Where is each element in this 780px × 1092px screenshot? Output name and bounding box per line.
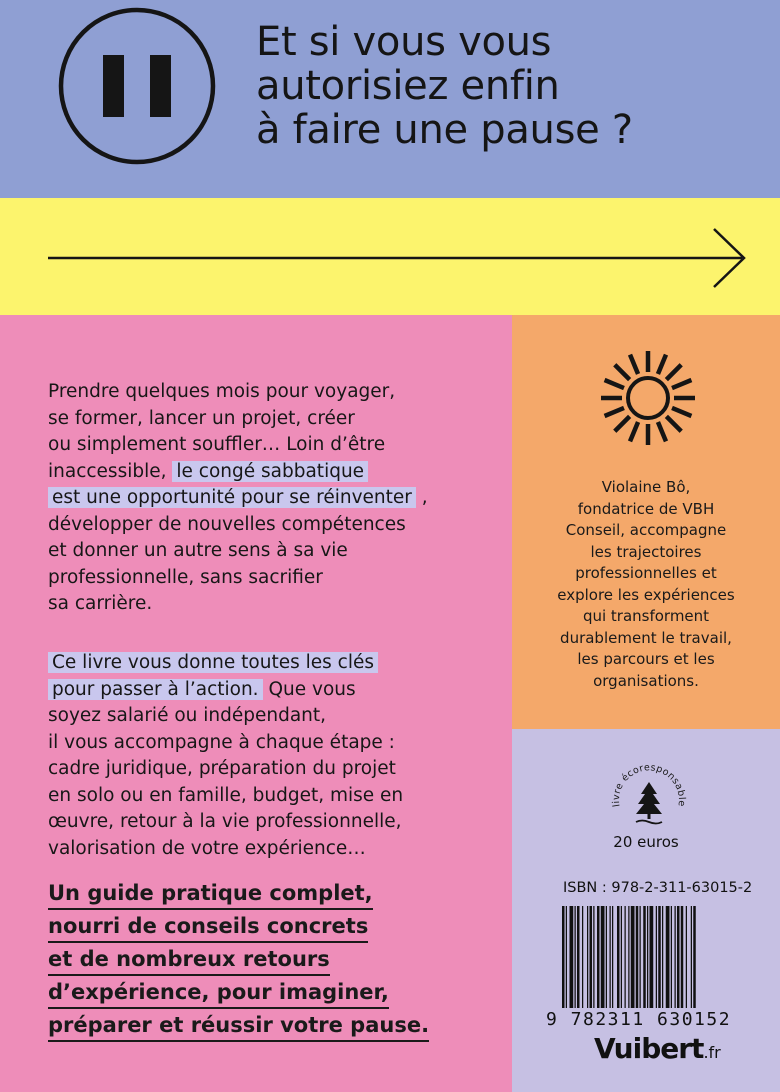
text-line: il vous accompagne à chaque étape : <box>48 731 395 753</box>
text-line <box>48 459 428 486</box>
bio-line: qui transforment <box>582 607 710 625</box>
isbn: ISBN : 978-2-311-63015-2 <box>563 880 753 896</box>
barcode-bar <box>625 906 626 1008</box>
barcode-bar <box>587 906 588 1008</box>
barcode-bar <box>606 906 607 1008</box>
bio-line: Violaine Bô, <box>601 478 691 496</box>
summary-line-text: Un guide pratique complet, <box>48 881 373 910</box>
barcode-bar <box>691 906 692 1008</box>
summary-line <box>48 1012 429 1045</box>
headline <box>256 20 633 152</box>
sun-ray <box>605 408 624 416</box>
tree-icon <box>636 782 662 824</box>
text-fragment: Que vous <box>268 678 356 700</box>
barcode-bar <box>681 906 684 1008</box>
pause-icon <box>48 5 226 167</box>
text-line: œuvre, retour à la vie professionnelle, <box>48 811 402 832</box>
price: 20 euros <box>613 833 679 851</box>
bio-line: organisations. <box>593 671 699 690</box>
text-line: sa carrière. <box>48 593 153 614</box>
barcode-bar <box>582 906 583 1008</box>
barcode-bar <box>597 906 600 1008</box>
summary-line-text: et de nombreux retours <box>48 947 330 976</box>
barcode-bar <box>566 906 567 1008</box>
barcode-bar <box>631 906 635 1008</box>
barcode-bar <box>677 906 680 1008</box>
summary-line <box>48 946 429 979</box>
text-line <box>48 677 403 704</box>
text-line: développer de nouvelles compétences <box>48 513 406 535</box>
sun-ray <box>672 380 691 388</box>
bio-line: professionnelles et <box>575 564 717 582</box>
text-line: en solo ou en famille, budget, mise en <box>48 784 404 806</box>
bio-line: explore les expériences <box>557 585 735 604</box>
sun-ray <box>630 422 638 441</box>
headline-line: Et si vous vous <box>256 19 552 65</box>
summary-text <box>48 880 429 1045</box>
barcode-bar <box>656 906 657 1008</box>
barcode-bar <box>693 906 696 1008</box>
sun-ray <box>658 355 666 374</box>
text-fragment: inaccessible, <box>48 460 167 482</box>
text-line <box>48 650 403 677</box>
summary-line <box>48 880 429 913</box>
arrow-right-icon <box>48 226 748 290</box>
barcode-bar <box>575 906 576 1008</box>
eco-badge-text: livre écoresponsable <box>610 762 688 808</box>
barcode-bar <box>671 906 672 1008</box>
barcode-bar <box>650 906 654 1008</box>
barcode-digits: 9 782311 630152 <box>546 1009 732 1030</box>
barcode-bar <box>647 906 648 1008</box>
text-line: professionnelle, sans sacrifier <box>48 566 323 588</box>
barcode-bar <box>562 906 565 1008</box>
publisher-suffix: .fr <box>703 1043 721 1062</box>
text-line: ou simplement souffler… Loin d’être <box>48 434 386 455</box>
barcode-bar <box>590 906 593 1008</box>
barcode-bar <box>621 906 622 1008</box>
publisher-name: Vuibert <box>594 1032 704 1065</box>
text-line: cadre juridique, préparation du projet <box>48 758 396 779</box>
summary-line-text: nourri de conseils concrets <box>48 914 368 943</box>
sun-ray <box>666 416 681 431</box>
barcode-bar <box>640 906 641 1008</box>
bio-line: les parcours et les <box>577 650 715 668</box>
barcode-bar <box>577 906 580 1008</box>
text-line: valorisation de votre expérience… <box>48 837 366 859</box>
headline-line: autorisiez enfin <box>256 63 560 109</box>
highlighted-text: le congé sabbatique <box>172 461 368 482</box>
highlighted-text: pour passer à l’action. <box>48 679 263 700</box>
bio-line: les trajectoires <box>590 542 702 561</box>
bio-line: Conseil, accompagne <box>565 521 727 539</box>
text-line: se former, lancer un projet, créer <box>48 407 355 429</box>
sun-ray <box>615 365 630 380</box>
barcode-bar <box>593 906 594 1008</box>
barcode <box>560 906 748 1008</box>
barcode-bar <box>610 906 611 1008</box>
text-line <box>48 485 428 512</box>
intro-paragraph <box>48 379 428 618</box>
barcode-bar <box>686 906 687 1008</box>
sun-ray <box>666 365 681 380</box>
sun-ray <box>605 380 624 388</box>
barcode-bar <box>658 906 661 1008</box>
publisher-logo <box>594 1032 721 1065</box>
barcode-bar <box>666 906 670 1008</box>
summary-line <box>48 979 429 1012</box>
headline-line: à faire une pause ? <box>256 107 633 153</box>
highlighted-text: est une opportunité pour se réinventer <box>48 487 416 508</box>
sun-ray <box>630 355 638 374</box>
sun-icon <box>598 348 698 448</box>
barcode-bar <box>675 906 676 1008</box>
eco-badge <box>606 756 692 842</box>
author-bio <box>526 477 766 692</box>
text-line: et donner un autre sens à sa vie <box>48 540 348 561</box>
barcode-bar <box>636 906 639 1008</box>
summary-line-text: d’expérience, pour imaginer, <box>48 980 389 1009</box>
barcode-bar <box>617 906 620 1008</box>
summary-line <box>48 913 429 946</box>
barcode-bar <box>612 906 613 1008</box>
book-paragraph <box>48 650 403 862</box>
barcode-bar <box>662 906 663 1008</box>
bio-line: fondatrice de VBH <box>577 499 715 518</box>
sun-ray <box>658 422 666 441</box>
barcode-bar <box>628 906 629 1008</box>
sun-ray <box>615 416 630 431</box>
sun-ray <box>672 408 691 416</box>
text-line: soyez salarié ou indépendant, <box>48 705 327 726</box>
summary-line-text: préparer et réussir votre pause. <box>48 1013 429 1042</box>
barcode-bar <box>570 906 574 1008</box>
text-line: Prendre quelques mois pour voyager, <box>48 381 396 402</box>
barcode-bar <box>601 906 605 1008</box>
barcode-bar <box>643 906 646 1008</box>
text-fragment: , <box>421 487 428 508</box>
highlighted-text: Ce livre vous donne toutes les clés <box>48 652 378 673</box>
bio-line: durablement le travail, <box>560 628 732 647</box>
